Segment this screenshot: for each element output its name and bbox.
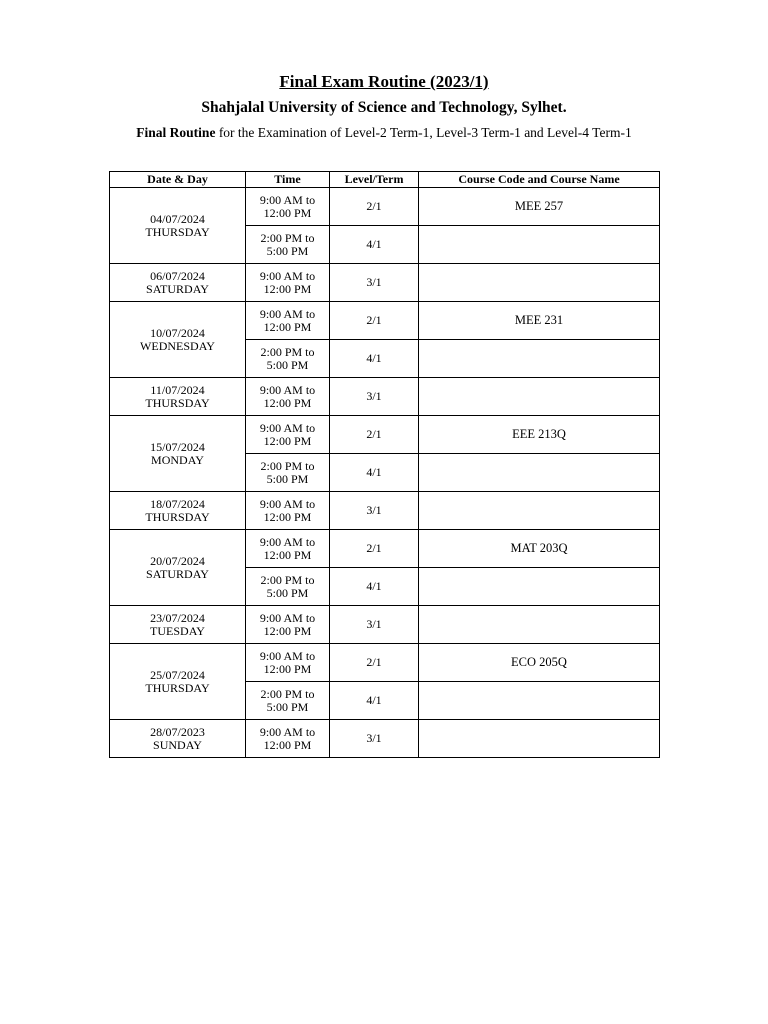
date-day-cell: [110, 530, 246, 606]
table-body: [110, 188, 660, 758]
date-day-cell: [110, 188, 246, 264]
exam-date: 20/07/2024: [150, 553, 205, 568]
exam-routine-table: [109, 171, 660, 758]
level-term-cell: 2/1: [330, 416, 419, 454]
level-term-cell: 2/1: [330, 302, 419, 340]
time-end: 12:00 PM: [263, 395, 312, 410]
table-row: [110, 378, 660, 416]
level-term-cell: 4/1: [330, 682, 419, 720]
date-day-cell: [110, 264, 246, 302]
time-start: 2:00 PM to: [260, 344, 315, 359]
time-start: 9:00 AM to: [259, 306, 316, 321]
table-row: [110, 644, 660, 682]
time-end: 12:00 PM: [263, 281, 312, 296]
course-cell: [419, 340, 660, 378]
level-term-cell: 4/1: [330, 454, 419, 492]
exam-day: THURSDAY: [145, 224, 210, 239]
time-end: 12:00 PM: [263, 737, 312, 752]
time-start: 9:00 AM to: [259, 268, 316, 283]
level-term-cell: 4/1: [330, 568, 419, 606]
table-row: [110, 720, 660, 758]
time-cell: [246, 568, 330, 606]
table-row: [110, 188, 660, 226]
course-cell: ECO 205Q: [419, 644, 660, 682]
date-day-cell: [110, 644, 246, 720]
routine-description: [0, 125, 768, 141]
course-cell: [419, 606, 660, 644]
level-term-cell: 4/1: [330, 226, 419, 264]
level-term-cell: 3/1: [330, 492, 419, 530]
table-row: [110, 492, 660, 530]
time-start: 9:00 AM to: [259, 534, 316, 549]
time-end: 12:00 PM: [263, 205, 312, 220]
time-end: 12:00 PM: [263, 433, 312, 448]
table-row: [110, 530, 660, 568]
time-end: 12:00 PM: [263, 661, 312, 676]
course-cell: MAT 203Q: [419, 530, 660, 568]
exam-date: 06/07/2024: [150, 268, 205, 283]
level-term-cell: 3/1: [330, 606, 419, 644]
time-start: 9:00 AM to: [259, 420, 316, 435]
level-term-cell: 2/1: [330, 188, 419, 226]
date-day-cell: [110, 720, 246, 758]
course-cell: [419, 454, 660, 492]
time-cell: [246, 682, 330, 720]
time-start: 9:00 AM to: [259, 648, 316, 663]
exam-date: 18/07/2024: [150, 496, 205, 511]
time-end: 12:00 PM: [263, 319, 312, 334]
course-cell: [419, 492, 660, 530]
exam-day: SUNDAY: [153, 737, 202, 752]
exam-day: SATURDAY: [146, 281, 209, 296]
time-start: 2:00 PM to: [260, 458, 315, 473]
time-cell: [246, 264, 330, 302]
exam-day: THURSDAY: [145, 395, 210, 410]
date-day-cell: [110, 416, 246, 492]
table-row: [110, 264, 660, 302]
column-header-date-day: Date & Day: [110, 172, 246, 188]
course-cell: [419, 378, 660, 416]
level-term-cell: 3/1: [330, 378, 419, 416]
course-cell: EEE 213Q: [419, 416, 660, 454]
exam-date: 11/07/2024: [150, 382, 205, 397]
exam-date: 10/07/2024: [150, 325, 205, 340]
exam-day: WEDNESDAY: [140, 338, 215, 353]
time-end: 12:00 PM: [263, 509, 312, 524]
date-day-cell: [110, 492, 246, 530]
course-cell: [419, 264, 660, 302]
time-end: 5:00 PM: [266, 585, 309, 600]
routine-details: for the Examination of Level-2 Term-1, Level-3 Term-1 and Level-4 Term-1: [215, 125, 632, 140]
level-term-cell: 2/1: [330, 644, 419, 682]
time-start: 9:00 AM to: [259, 496, 316, 511]
level-term-cell: 4/1: [330, 340, 419, 378]
time-cell: [246, 378, 330, 416]
time-cell: [246, 302, 330, 340]
exam-day: SATURDAY: [146, 566, 209, 581]
date-day-cell: [110, 606, 246, 644]
time-cell: [246, 340, 330, 378]
table-row: [110, 416, 660, 454]
exam-day: THURSDAY: [145, 509, 210, 524]
routine-label: Final Routine: [136, 125, 216, 140]
table-row: [110, 302, 660, 340]
time-end: 5:00 PM: [266, 699, 309, 714]
time-start: 9:00 AM to: [259, 382, 316, 397]
page-title: Final Exam Routine (2023/1): [279, 72, 489, 91]
level-term-cell: 3/1: [330, 720, 419, 758]
time-end: 5:00 PM: [266, 243, 309, 258]
table-header-row: [110, 172, 660, 188]
column-header-course: Course Code and Course Name: [419, 172, 660, 188]
time-cell: [246, 606, 330, 644]
time-start: 9:00 AM to: [259, 610, 316, 625]
exam-date: 04/07/2024: [150, 211, 205, 226]
time-start: 2:00 PM to: [260, 230, 315, 245]
time-cell: [246, 454, 330, 492]
exam-date: 25/07/2024: [150, 667, 205, 682]
time-end: 5:00 PM: [266, 357, 309, 372]
table-row: [110, 606, 660, 644]
time-start: 2:00 PM to: [260, 686, 315, 701]
column-header-time: Time: [246, 172, 330, 188]
university-name: Shahjalal University of Science and Technology, Sylhet.: [201, 99, 567, 116]
date-day-cell: [110, 302, 246, 378]
course-cell: [419, 226, 660, 264]
time-cell: [246, 720, 330, 758]
exam-day: TUESDAY: [150, 623, 205, 638]
time-cell: [246, 226, 330, 264]
time-cell: [246, 416, 330, 454]
time-start: 2:00 PM to: [260, 572, 315, 587]
course-cell: MEE 231: [419, 302, 660, 340]
exam-day: MONDAY: [151, 452, 204, 467]
exam-date: 23/07/2024: [150, 610, 205, 625]
time-end: 12:00 PM: [263, 547, 312, 562]
exam-date: 15/07/2024: [150, 439, 205, 454]
course-cell: [419, 720, 660, 758]
time-cell: [246, 530, 330, 568]
time-cell: [246, 644, 330, 682]
level-term-cell: 2/1: [330, 530, 419, 568]
exam-date: 28/07/2023: [150, 724, 205, 739]
date-day-cell: [110, 378, 246, 416]
course-cell: [419, 682, 660, 720]
time-end: 12:00 PM: [263, 623, 312, 638]
time-end: 5:00 PM: [266, 471, 309, 486]
course-cell: [419, 568, 660, 606]
time-cell: [246, 492, 330, 530]
level-term-cell: 3/1: [330, 264, 419, 302]
exam-day: THURSDAY: [145, 680, 210, 695]
time-cell: [246, 188, 330, 226]
time-start: 9:00 AM to: [259, 724, 316, 739]
course-cell: MEE 257: [419, 188, 660, 226]
time-start: 9:00 AM to: [259, 192, 316, 207]
column-header-level-term: Level/Term: [330, 172, 419, 188]
